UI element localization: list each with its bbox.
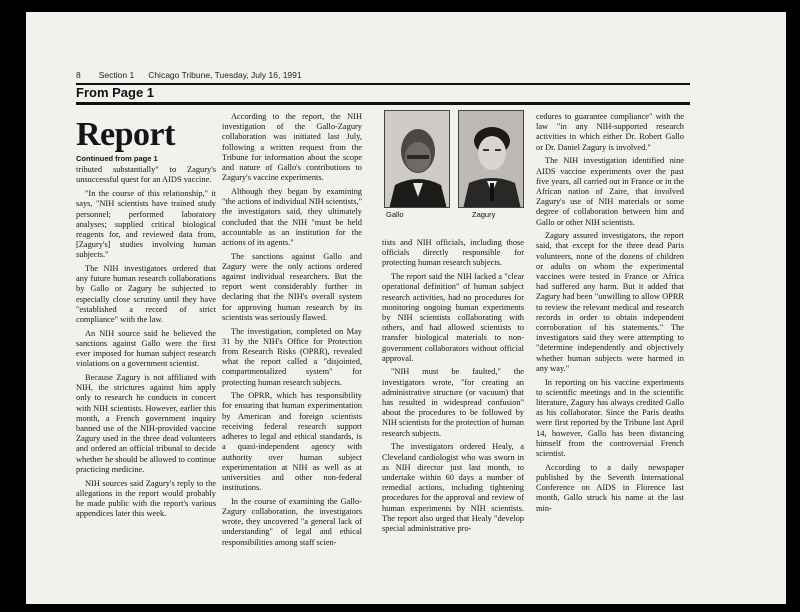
publication-dateline: Chicago Tribune, Tuesday, July 16, 1991: [148, 70, 302, 80]
from-page-banner: From Page 1: [76, 85, 155, 100]
headline: Report: [76, 116, 175, 153]
caption-gallo: Gallo: [386, 210, 404, 219]
newspaper-clipping: [26, 12, 786, 604]
masthead-rule: [76, 83, 690, 85]
article-column-4: [536, 112, 684, 562]
article-column-1: [76, 112, 216, 552]
page-number: 8: [76, 70, 81, 80]
paragraph: The investigation, completed on May 31 by the NIH's Office for Protection from Research Risks (OPRR), revealed what the report called a "disjointed, compartmentalized system" for protecting human research subjects.: [222, 326, 362, 387]
paragraph: The sanctions against Gallo and Zagury were the only actions ordered against individual researchers. But the report went considerably further in declaring that the NIH's overall system for approving human research by its scientists was seriously flawed.: [222, 251, 362, 322]
paragraph: The report said the NIH lacked a "clear operational definition" of human subject research activities, had no procedures for monitoring ongoing human experiments by NIH scientists collaborating with others, and had allowed scientists to transfer biological materials to non-government collaborators without official approval.: [382, 272, 524, 363]
paragraph: According to the report, the NIH investigation of the Gallo-Zagury collaboration was initiated last July, following a written request from the Tribune for information about the scope and nature of Gallo's contributions to Zagury's vaccine experiments.: [222, 112, 362, 183]
continued-line: Continued from page 1: [76, 154, 158, 163]
paragraph: The OPRR, which has responsibility for ensuring that human experimentation by American and foreign scientists receiving federal research support adheres to legal and ethical standards, is a quasi-independent agency with authority over human subject experimentation at NIH as well as at universities and other non-federal institutions.: [222, 391, 362, 493]
gallo-photo: [384, 110, 450, 208]
paragraph: Zagury assured investigators, the report said, that except for the three dead Paris volunteers, none of the dozens of children or adults on whom the experimental vaccines were tested in France or Africa had suffered any harm. But it added that Zagury had been "unwilling to allow OPRR to review the relevant medical and research records in order to obtain independent corroboration of his statements." The investigators said they were attempting to "determine independently and objectively whether human subjects were harmed in any way.": [536, 231, 684, 373]
portrait-zagury-icon: [459, 111, 524, 208]
zagury-photo: [458, 110, 524, 208]
paragraph: "NIH must be faulted," the investigators wrote, "for creating an administrative structure (or vacuum) that has resulted in widespread confusion" about the procedures to be followed by NIH scientists for the protection of human research subjects.: [382, 367, 524, 438]
banner-rule: [76, 102, 690, 105]
paragraph: In reporting on his vaccine experiments to scientific meetings and in the scientific literature, Zagury has always credited Gallo as his collaborator. Since the Paris deaths were first reported by the Tribune last April 14, however, Gallo has been distancing himself from the controversial French scientist.: [536, 377, 684, 458]
paragraph: tributed substantially" to Zagury's unsuccessful quest for an AIDS vaccine.: [76, 165, 216, 185]
portrait-gallo-icon: [385, 111, 450, 208]
paragraph: NIH sources said Zagury's reply to the allegations in the report would probably be made public with the report's various appendices later this week.: [76, 478, 216, 519]
masthead: [76, 68, 690, 82]
paragraph: tists and NIH officials, including those officials directly responsible for protecting human research subjects.: [382, 238, 524, 268]
article-column-3: [382, 238, 524, 556]
paragraph: The NIH investigation identified nine AIDS vaccine experiments over the past five years, all carried out in France or in the African nation of Zaire, that involved Zagury's use of NIH materials or some degree of collaboration between him and Gallo or other NIH scientists.: [536, 156, 684, 227]
paragraph: cedures to guarantee compliance" with the law "in any NIH-supported research activities in which either Dr. Robert Gallo or Dr. Daniel Zagury is involved.": [536, 112, 684, 152]
article-column-2: [222, 112, 362, 552]
paragraph: Although they began by examining "the actions of individual NIH scientists," the investigators said, they ultimately concluded that the NIH "must be held accountable as an institution for the actions of its agents.": [222, 186, 362, 247]
paragraph: "In the course of this relationship," it says, "NIH scientists have trained study personnel; performed laboratory analyses; supplied critical biological reagents for, and reviewed data from, [Zagury's] studies involving human subjects.": [76, 189, 216, 260]
paragraph: Because Zagury is not affiliated with NIH, the strictures against him apply only to research he conducts in concert with NIH scientists. However, earlier this month, a French government inquiry banned use of the NIH-provided vaccine Zagury used in the three dead volunteers and ordered an official tribunal to decide whether he should be allowed to continue practicing medicine.: [76, 373, 216, 474]
paragraph: An NIH source said he believed the sanctions against Gallo were the first ever imposed for human subject research violations on a government scientist.: [76, 328, 216, 369]
paragraph: The investigators ordered Healy, a Cleveland cardiologist who was sworn in as NIH director just last month, to undertake within 60 days a number of remedial actions, including tightening procedures for the approval and review of human experiments by NIH scientists. The report also urged that Healy "develop special administrative pro-: [382, 442, 524, 533]
photo-pair: [384, 110, 524, 222]
paragraph: According to a daily newspaper published by the Seventh International Conference on AIDS in Florence last month, Gallo struck his name at the last min-: [536, 462, 684, 513]
paragraph: The NIH investigators ordered that any future human research collaborations by Gallo or Zagury be subjected to especially close scrutiny until they have "established a record of strict compliance" with the law.: [76, 264, 216, 325]
section-label: Section 1: [98, 70, 135, 80]
paragraph: In the course of examining the Gallo-Zagury collaboration, the investigators wrote, they uncovered "a general lack of understanding" of legal and ethical responsibilities among staff scien-: [222, 496, 362, 547]
caption-zagury: Zagury: [472, 210, 496, 219]
